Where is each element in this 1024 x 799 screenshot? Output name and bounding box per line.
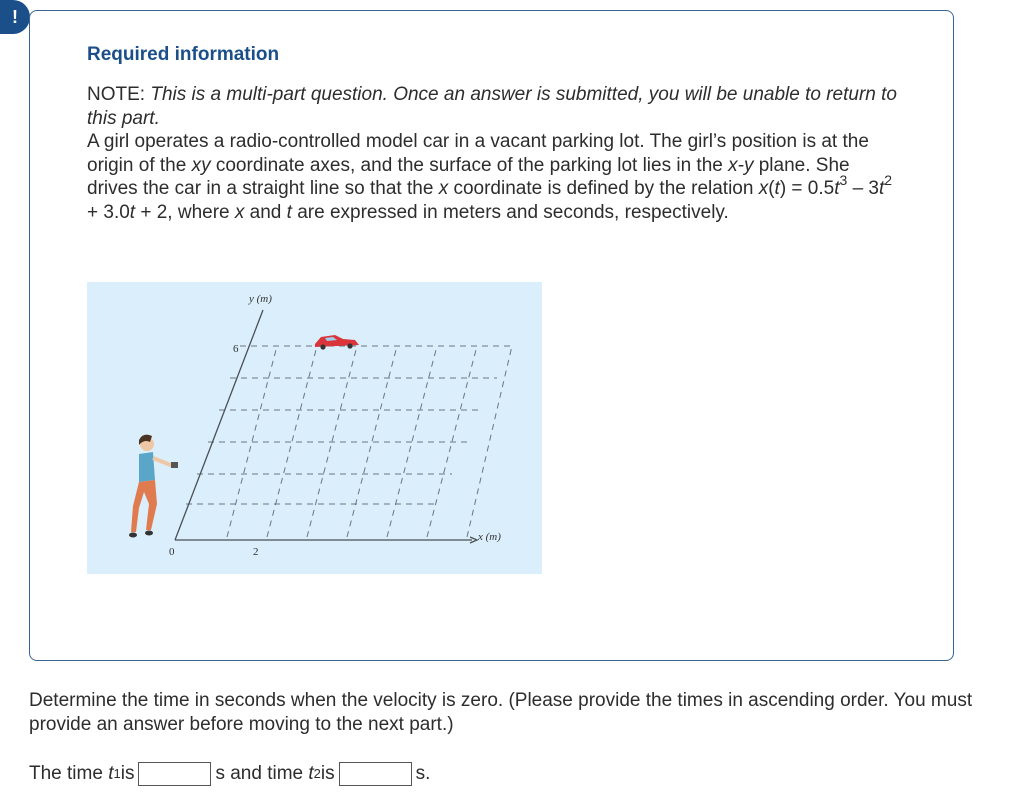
answer-text: s. <box>415 763 431 784</box>
para-text: A girl operates a radio-controlled model car in a vacant parking lot. The girl’s position is at the origin of the <box>87 131 869 176</box>
note <box>87 83 897 130</box>
eq-var: t <box>774 178 780 199</box>
question-prompt: Determine the time in seconds when the velocity is zero. (Please provide the times in ascending order. You must provide an answer before moving to the next part.) <box>29 690 973 735</box>
para-text: coordinate axes, and the surface of the parking lot lies in the <box>210 154 729 176</box>
t1-symbol: t <box>108 763 114 784</box>
problem-paragraph <box>87 130 897 224</box>
eq-exponent: 2 <box>884 171 893 188</box>
answer-text: The time <box>29 763 103 784</box>
eq-var: x <box>758 178 769 199</box>
eq-var: t <box>286 201 292 223</box>
answer-line: The time t 1 is s and time t 2 is s. <box>29 763 431 784</box>
t1-answer-input[interactable] <box>138 762 211 786</box>
girl-figure <box>129 435 178 538</box>
eq-exponent: 3 <box>839 171 848 188</box>
eq-part: ) <box>779 178 787 199</box>
eq-part: + 3.0 <box>87 201 130 223</box>
x-tick-2: 2 <box>253 546 259 558</box>
eq-var: t <box>879 178 885 199</box>
eq-var: x <box>234 201 245 223</box>
alert-icon: ! <box>0 0 30 34</box>
t2-answer-input[interactable] <box>339 762 412 786</box>
grid-lines <box>186 346 512 537</box>
parking-lot-figure <box>87 282 542 574</box>
answer-text: is <box>120 763 135 784</box>
y-axis <box>175 310 263 540</box>
eq-part: = 0.5 <box>786 178 835 199</box>
var-x: x <box>438 178 449 199</box>
answer-text: s and time <box>215 763 304 784</box>
t2-symbol: t <box>308 763 314 784</box>
note-text: This is a multi-part question. Once an answer is submitted, you will be unable to return to this part. <box>87 84 897 129</box>
coordinate-diagram <box>87 282 542 574</box>
y-tick-6: 6 <box>233 343 239 355</box>
answer-text: is <box>320 763 335 784</box>
eq-part: – 3 <box>847 178 880 199</box>
eq-part: are expressed in meters and seconds, respectively. <box>291 201 729 223</box>
eq-part: + 2, where <box>135 201 235 223</box>
note-label: NOTE: <box>87 84 151 105</box>
eq-var: t <box>129 201 136 223</box>
para-text: plane. She drives the car in a straight line so that the <box>87 154 850 199</box>
model-car <box>315 335 359 350</box>
eq-part: ( <box>768 178 775 199</box>
problem-statement <box>87 83 897 224</box>
para-text: coordinate is defined by the relation <box>448 178 759 199</box>
x-tick-0: 0 <box>169 546 175 558</box>
var-xy-plane: x-y <box>728 154 754 176</box>
y-axis-label: y (m) <box>249 293 272 305</box>
var-xy: xy <box>191 154 211 176</box>
eq-part: and <box>244 201 287 223</box>
eq-var: t <box>834 178 840 199</box>
info-title: Required information <box>87 44 280 65</box>
x-axis-label: x (m) <box>478 531 501 543</box>
